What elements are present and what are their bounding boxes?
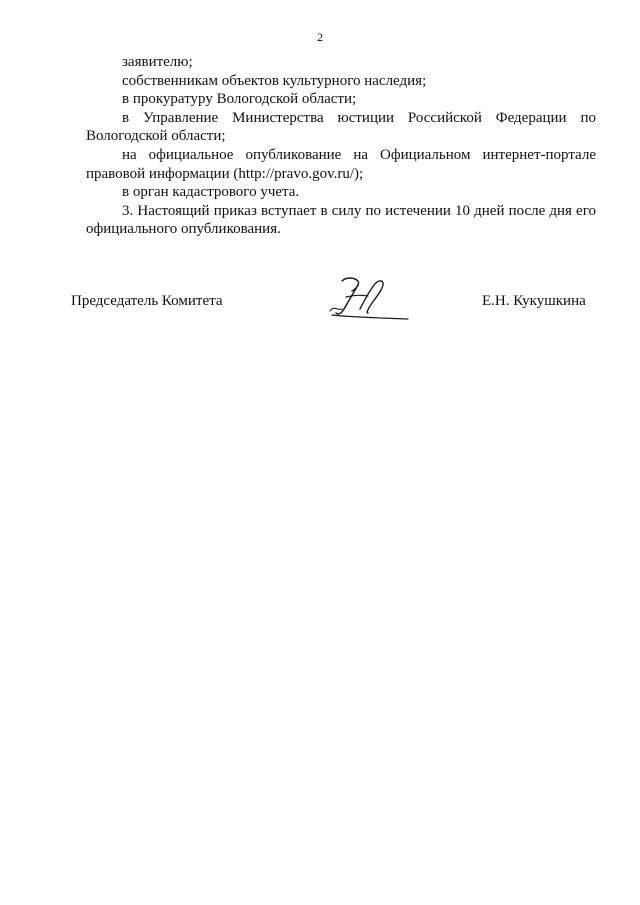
distribution-item: заявителю; [122, 54, 193, 70]
page-number: 2 [317, 30, 323, 44]
distribution-item: собственникам объектов культурного наследия; [122, 72, 427, 89]
signatory-title: Председатель Комитета [71, 293, 223, 309]
distribution-item: в Управление Министерства юстиции Российской Федерации по Вологодской области; [86, 109, 596, 145]
distribution-item: в прокуратуру Вологодской области; [122, 91, 357, 108]
distribution-item: на официальное опубликование на Официальном интернет-портале правовой информации (http://pravo.gov.ru/); [86, 146, 596, 182]
signatory-name: Е.Н. Кукушкина [482, 293, 586, 309]
signature-block [0, 291, 640, 331]
distribution-item: в орган кадастрового учета. [122, 184, 300, 201]
document-body [86, 53, 596, 239]
clause-3: 3. Настоящий приказ вступает в силу по истечении 10 дней после дня его официального опубликования. [86, 202, 596, 238]
handwritten-signature-icon [328, 275, 412, 323]
